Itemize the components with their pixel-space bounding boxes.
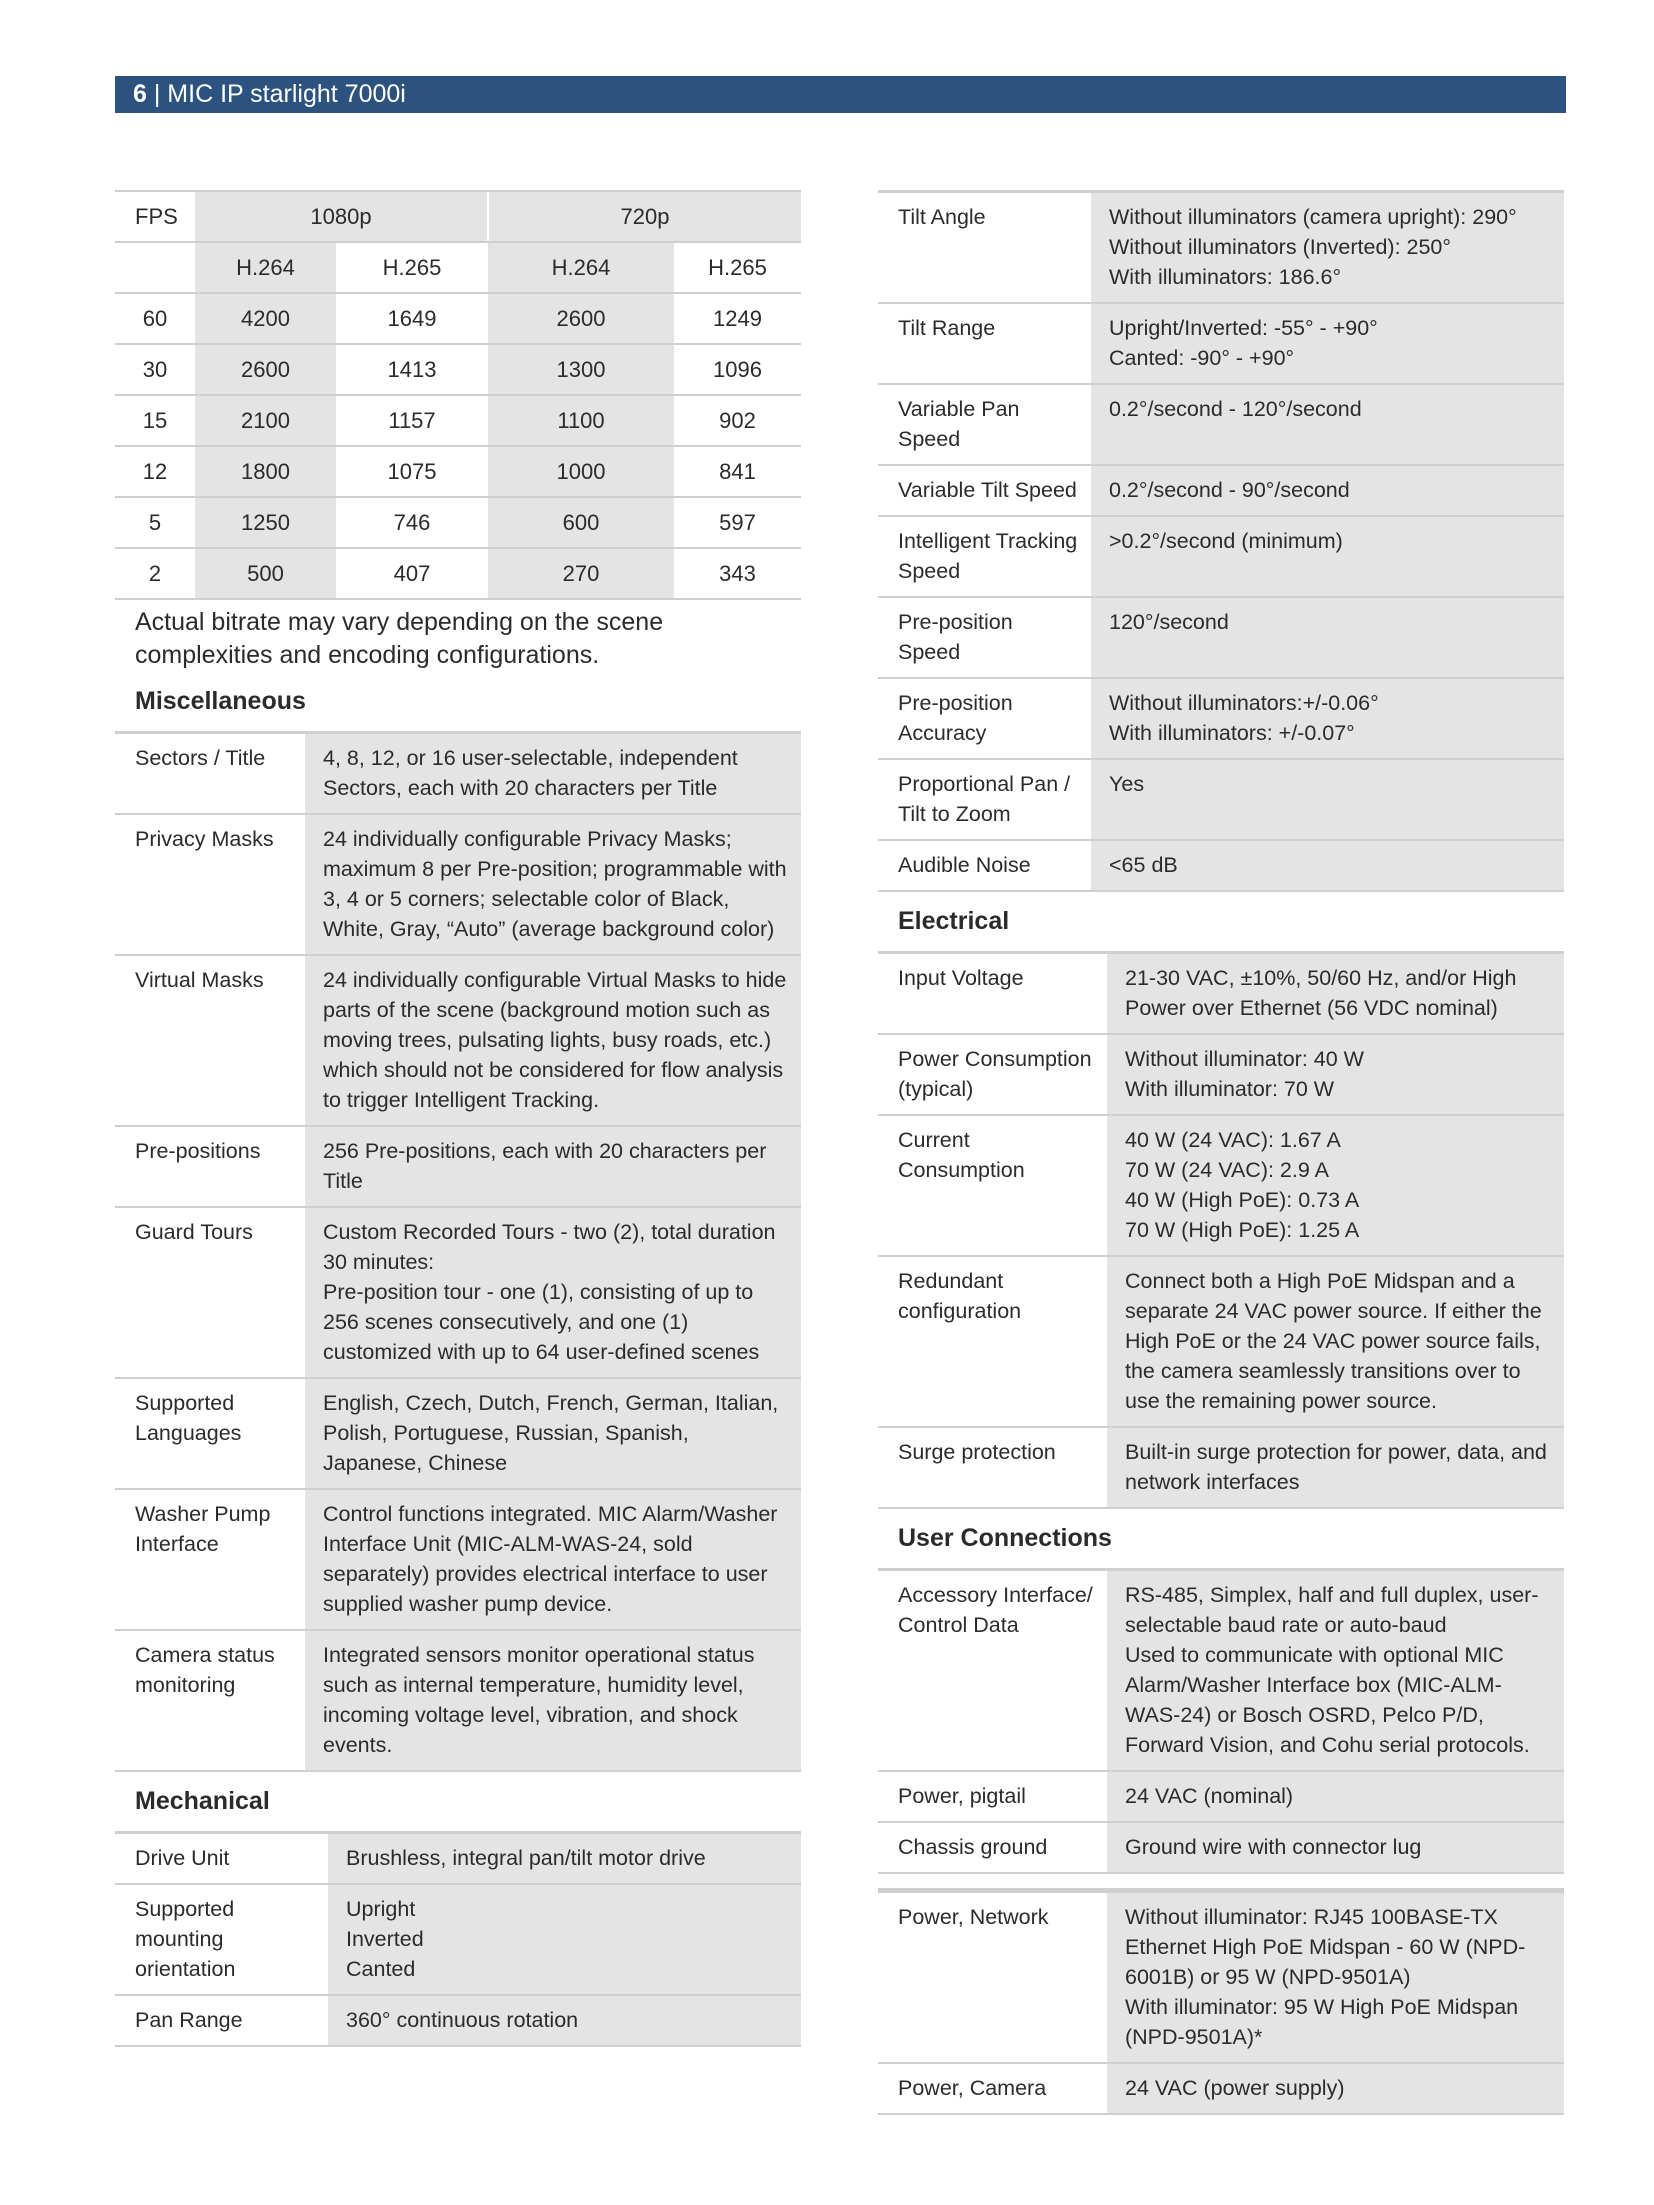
spec-label	[878, 759, 1091, 840]
spec-label-text: Privacy Masks	[135, 827, 274, 851]
section-spacer	[878, 1874, 1564, 1890]
spec-label-text: Supported mounting orientation	[135, 1897, 236, 1981]
spec-value-text: English, Czech, Dutch, French, German, Italian, Polish, Portuguese, Russian, Spanish, Japanese, Chinese	[323, 1391, 779, 1475]
spec-row	[115, 1126, 801, 1207]
spec-value-text: 120°/second	[1109, 610, 1229, 634]
spec-value-text: 360° continuous rotation	[346, 2008, 579, 2032]
fps-value: 30	[115, 344, 195, 395]
spec-label-text: Tilt Angle	[898, 205, 986, 229]
spec-label-text: Power, Network	[898, 1905, 1049, 1929]
spec-value-text: With illuminators: +/-0.07°	[1109, 721, 1355, 745]
fps-value: 12	[115, 446, 195, 497]
bitrate-value: 841	[674, 446, 801, 497]
spec-value	[1107, 1427, 1564, 1508]
spec-row	[878, 465, 1564, 516]
document-title: MIC IP starlight 7000i	[167, 80, 406, 108]
spec-label	[878, 465, 1091, 516]
page-number: 6	[133, 80, 147, 108]
spec-value	[1107, 953, 1564, 1035]
spec-value	[1107, 1034, 1564, 1115]
spec-row	[878, 1570, 1564, 1772]
spec-value-text: Ground wire with connector lug	[1125, 1835, 1422, 1859]
spec-value	[328, 1884, 801, 1995]
bitrate-value: 407	[336, 548, 488, 599]
bitrate-value: 1100	[488, 395, 674, 446]
spec-label	[878, 1427, 1107, 1508]
spec-label	[878, 1570, 1107, 1772]
spec-label-text: Audible Noise	[898, 853, 1031, 877]
spec-value-text: >0.2°/second (minimum)	[1109, 529, 1343, 553]
table-row	[115, 548, 801, 599]
spec-value-text: Control functions integrated. MIC Alarm/Washer Interface Unit (MIC-ALM-WAS-24, sold separately) provides electrical interface to user supplied washer pump device.	[323, 1502, 778, 1616]
spec-table	[878, 1568, 1564, 1874]
spec-section	[878, 1874, 1564, 2115]
spec-value-text: Integrated sensors monitor operational status such as internal temperature, humidity level, incoming voltage level, vibration, and shock events.	[323, 1643, 755, 1757]
spec-value	[305, 1630, 801, 1771]
fps-value: 5	[115, 497, 195, 548]
spec-value	[305, 1378, 801, 1489]
spec-value-text: With illuminator: 70 W	[1125, 1077, 1335, 1101]
spec-value	[1107, 2063, 1564, 2114]
spec-label	[115, 1207, 305, 1378]
spec-value	[1091, 840, 1564, 891]
spec-label	[878, 2063, 1107, 2114]
resolution-720p-header: 720p	[488, 191, 801, 242]
spec-value-text: With illuminator: 95 W High PoE Midspan (NPD-9501A)*	[1125, 1995, 1519, 2049]
spec-row	[878, 597, 1564, 678]
spec-row	[115, 1378, 801, 1489]
spec-label-text: Guard Tours	[135, 1220, 253, 1244]
spec-value	[1107, 1822, 1564, 1873]
spec-row	[878, 1115, 1564, 1256]
bitrate-value: 597	[674, 497, 801, 548]
spec-value	[1107, 1892, 1564, 2064]
spec-label	[878, 516, 1091, 597]
spec-label-text: Drive Unit	[135, 1846, 230, 1870]
section-title-mechanical: Mechanical	[135, 1787, 270, 1815]
spec-label-text: Proportional Pan / Tilt to Zoom	[898, 772, 1071, 826]
spec-value	[305, 1489, 801, 1630]
spec-value-text: 40 W (High PoE): 0.73 A	[1125, 1188, 1360, 1212]
spec-label	[878, 1822, 1107, 1873]
spec-value	[1107, 1256, 1564, 1427]
spec-value-text: Upright/Inverted: -55° - +90°	[1109, 316, 1378, 340]
bitrate-note: Actual bitrate may vary depending on the scene complexities and encoding configurations.	[135, 608, 664, 669]
spec-row	[878, 840, 1564, 891]
bitrate-value: 1250	[195, 497, 336, 548]
spec-value	[305, 1207, 801, 1378]
spec-row	[878, 192, 1564, 304]
section-title-electrical: Electrical	[898, 907, 1010, 935]
table-row	[115, 446, 801, 497]
spec-value	[305, 814, 801, 955]
spec-label	[115, 733, 305, 815]
bitrate-value: 1075	[336, 446, 488, 497]
spec-value	[305, 955, 801, 1126]
section-title-user-connections: User Connections	[898, 1524, 1112, 1552]
empty-cell	[115, 242, 195, 293]
spec-value-text: Built-in surge protection for power, data, and network interfaces	[1125, 1440, 1547, 1494]
spec-value-text: Brushless, integral pan/tilt motor drive	[346, 1846, 706, 1870]
spec-value-text: 4, 8, 12, or 16 user-selectable, independent Sectors, each with 20 characters per Title	[323, 746, 738, 800]
bitrate-value: 2600	[195, 344, 336, 395]
bitrate-codec-row	[115, 242, 801, 293]
table-row	[115, 395, 801, 446]
spec-section	[115, 672, 801, 1772]
spec-value-text: Used to communicate with optional MIC Alarm/Washer Interface box (MIC-ALM-WAS-24) or Bosch OSRD, Pelco P/D, Forward Vision, and Cohu serial protocols.	[1125, 1643, 1530, 1757]
spec-label	[115, 1630, 305, 1771]
spec-row	[878, 384, 1564, 465]
spec-label-text: Virtual Masks	[135, 968, 264, 992]
spec-label	[878, 1771, 1107, 1822]
spec-table	[878, 951, 1564, 1509]
spec-value	[305, 733, 801, 815]
table-row	[115, 293, 801, 344]
fps-header: FPS	[115, 191, 195, 242]
spec-value	[1091, 465, 1564, 516]
spec-label	[878, 1034, 1107, 1115]
spec-value-text: 24 individually configurable Privacy Masks; maximum 8 per Pre-position; programmable with 3, 4 or 5 corners; selectable color of Black, White, Gray, “Auto” (average background color)	[323, 827, 787, 941]
spec-value-text: RS-485, Simplex, half and full duplex, user-selectable baud rate or auto-baud	[1125, 1583, 1539, 1637]
spec-value-text: Without illuminators:+/-0.06°	[1109, 691, 1379, 715]
spec-label-text: Variable Tilt Speed	[898, 478, 1077, 502]
spec-value	[1091, 678, 1564, 759]
bitrate-value: 1649	[336, 293, 488, 344]
spec-value-text: 21-30 VAC, ±10%, 50/60 Hz, and/or High Power over Ethernet (56 VDC nominal)	[1125, 966, 1517, 1020]
bitrate-value: 2100	[195, 395, 336, 446]
spec-label-text: Tilt Range	[898, 316, 996, 340]
spec-value-text: 40 W (24 VAC): 1.67 A	[1125, 1128, 1341, 1152]
spec-row	[878, 1771, 1564, 1822]
spec-label-text: Camera status monitoring	[135, 1643, 275, 1697]
spec-label-text: Intelligent Tracking Speed	[898, 529, 1078, 583]
bitrate-value: 746	[336, 497, 488, 548]
spec-section	[878, 1509, 1564, 1874]
bitrate-table	[115, 190, 801, 600]
spec-label-text: Redundant configuration	[898, 1269, 1022, 1323]
spec-row	[878, 1256, 1564, 1427]
bitrate-value: 343	[674, 548, 801, 599]
spec-value-text: 24 VAC (nominal)	[1125, 1784, 1294, 1808]
spec-value-text: Upright	[346, 1897, 416, 1921]
spec-label-text: Power Consumption (typical)	[898, 1047, 1092, 1101]
right-spec-sections	[878, 190, 1564, 2115]
bitrate-value: 1157	[336, 395, 488, 446]
fps-value: 60	[115, 293, 195, 344]
spec-value	[1091, 597, 1564, 678]
spec-row	[115, 814, 801, 955]
spec-label	[115, 1833, 328, 1885]
spec-label	[115, 1884, 328, 1995]
spec-value-text: 70 W (High PoE): 1.25 A	[1125, 1218, 1360, 1242]
spec-label	[115, 1126, 305, 1207]
page-header	[115, 76, 1566, 113]
spec-value	[1107, 1115, 1564, 1256]
spec-label-text: Current Consumption	[898, 1128, 1025, 1182]
codec-header: H.264	[195, 242, 336, 293]
spec-row	[878, 303, 1564, 384]
bitrate-value: 1000	[488, 446, 674, 497]
spec-row	[878, 759, 1564, 840]
spec-value	[328, 1833, 801, 1885]
spec-label-text: Supported Languages	[135, 1391, 242, 1445]
spec-label-text: Sectors / Title	[135, 746, 266, 770]
spec-label	[878, 1256, 1107, 1427]
bitrate-value: 600	[488, 497, 674, 548]
spec-row	[115, 1833, 801, 1885]
bitrate-value: 270	[488, 548, 674, 599]
spec-value	[1107, 1570, 1564, 1772]
codec-header: H.265	[674, 242, 801, 293]
spec-row	[878, 1427, 1564, 1508]
spec-row	[878, 953, 1564, 1035]
spec-value	[1091, 759, 1564, 840]
resolution-1080p-header: 1080p	[195, 191, 488, 242]
bitrate-table-body	[115, 293, 801, 599]
spec-label	[878, 840, 1091, 891]
spec-label	[115, 1378, 305, 1489]
spec-table	[878, 1890, 1564, 2115]
spec-section	[878, 190, 1564, 892]
spec-row	[878, 1892, 1564, 2064]
bitrate-value: 1413	[336, 344, 488, 395]
spec-row	[115, 1884, 801, 1995]
spec-label	[878, 192, 1091, 304]
spec-value-text: Canted: -90° - +90°	[1109, 346, 1295, 370]
codec-header: H.265	[336, 242, 488, 293]
spec-value-text: With illuminators: 186.6°	[1109, 265, 1342, 289]
spec-value-text: Pre-position tour - one (1), consisting of up to 256 scenes consecutively, and one (1) customized with up to 64 user-defined scenes	[323, 1280, 760, 1364]
spec-value	[1091, 192, 1564, 304]
spec-value-text: 24 VAC (power supply)	[1125, 2076, 1345, 2100]
spec-value	[1091, 384, 1564, 465]
spec-value	[1091, 303, 1564, 384]
spec-label-text: Pan Range	[135, 2008, 243, 2032]
spec-value-text: 256 Pre-positions, each with 20 characters per Title	[323, 1139, 767, 1193]
spec-row	[115, 1489, 801, 1630]
table-row	[115, 497, 801, 548]
spec-value-text: 0.2°/second - 90°/second	[1109, 478, 1350, 502]
left-column	[115, 190, 801, 2047]
spec-value-text: 24 individually configurable Virtual Masks to hide parts of the scene (background motion such as moving trees, pulsating lights, busy roads, etc.) which should not be considered for flow analysis to trigger Intelligent Tracking.	[323, 968, 787, 1112]
spec-label-text: Power, pigtail	[898, 1784, 1026, 1808]
spec-label	[115, 1489, 305, 1630]
spec-row	[878, 678, 1564, 759]
left-spec-sections	[115, 672, 801, 2047]
spec-value-text: Canted	[346, 1957, 416, 1981]
spec-value	[328, 1995, 801, 2046]
bitrate-value: 902	[674, 395, 801, 446]
bitrate-value: 1096	[674, 344, 801, 395]
spec-row	[878, 516, 1564, 597]
spec-value-text: Without illuminator: 40 W	[1125, 1047, 1364, 1071]
spec-label	[878, 953, 1107, 1035]
fps-value: 15	[115, 395, 195, 446]
codec-header: H.264	[488, 242, 674, 293]
spec-value-text: Inverted	[346, 1927, 424, 1951]
spec-label-text: Chassis ground	[898, 1835, 1048, 1859]
spec-label	[115, 814, 305, 955]
spec-value-text: Custom Recorded Tours - two (2), total duration 30 minutes:	[323, 1220, 776, 1274]
spec-label-text: Pre-position Speed	[898, 610, 1013, 664]
header-separator: |	[146, 80, 168, 108]
bitrate-value: 1300	[488, 344, 674, 395]
spec-label	[878, 678, 1091, 759]
spec-label	[878, 384, 1091, 465]
spec-value	[305, 1126, 801, 1207]
table-row	[115, 344, 801, 395]
spec-value-text: Without illuminators (Inverted): 250°	[1109, 235, 1451, 259]
spec-label	[115, 955, 305, 1126]
section-title-miscellaneous: Miscellaneous	[135, 687, 306, 715]
spec-label-text: Pre-positions	[135, 1139, 261, 1163]
spec-table	[115, 731, 801, 1772]
spec-value-text: 70 W (24 VAC): 2.9 A	[1125, 1158, 1329, 1182]
bitrate-resolution-row	[115, 191, 801, 242]
spec-value-text: <65 dB	[1109, 853, 1178, 877]
spec-section	[878, 892, 1564, 1509]
bitrate-value: 4200	[195, 293, 336, 344]
right-column	[878, 190, 1564, 2115]
spec-value	[1091, 516, 1564, 597]
bitrate-value: 1800	[195, 446, 336, 497]
spec-row	[115, 1207, 801, 1378]
spec-table	[878, 190, 1564, 892]
spec-label	[115, 1995, 328, 2046]
spec-label-text: Power, Camera	[898, 2076, 1047, 2100]
spec-row	[878, 1822, 1564, 1873]
bitrate-value: 500	[195, 548, 336, 599]
spec-label-text: Accessory Interface/ Control Data	[898, 1583, 1093, 1637]
spec-value-text: Connect both a High PoE Midspan and a separate 24 VAC power source. If either the High PoE or the 24 VAC power source fails, the camera seamlessly transitions over to use the remaining power source.	[1125, 1269, 1542, 1413]
fps-value: 2	[115, 548, 195, 599]
spec-label	[878, 1115, 1107, 1256]
spec-label-text: Washer Pump Interface	[135, 1502, 271, 1556]
spec-label-text: Surge protection	[898, 1440, 1056, 1464]
spec-value-text: Without illuminators (camera upright): 290°	[1109, 205, 1517, 229]
spec-label-text: Input Voltage	[898, 966, 1024, 990]
spec-label	[878, 1892, 1107, 2064]
bitrate-value: 2600	[488, 293, 674, 344]
spec-row	[115, 733, 801, 815]
spec-row	[115, 1995, 801, 2046]
spec-value-text: Without illuminator: RJ45 100BASE-TX Ethernet High PoE Midspan - 60 W (NPD-6001B) or 95 W (NPD-9501A)	[1125, 1905, 1526, 1989]
spec-label	[878, 303, 1091, 384]
spec-row	[115, 1630, 801, 1771]
bitrate-value: 1249	[674, 293, 801, 344]
spec-row	[878, 1034, 1564, 1115]
spec-label-text: Variable Pan Speed	[898, 397, 1020, 451]
spec-value	[1107, 1771, 1564, 1822]
spec-label-text: Pre-position Accuracy	[898, 691, 1013, 745]
spec-label	[878, 597, 1091, 678]
spec-value-text: 0.2°/second - 120°/second	[1109, 397, 1362, 421]
spec-table	[115, 1831, 801, 2047]
spec-section	[115, 1772, 801, 2047]
spec-value-text: Yes	[1109, 772, 1145, 796]
spec-row	[115, 955, 801, 1126]
spec-row	[878, 2063, 1564, 2114]
